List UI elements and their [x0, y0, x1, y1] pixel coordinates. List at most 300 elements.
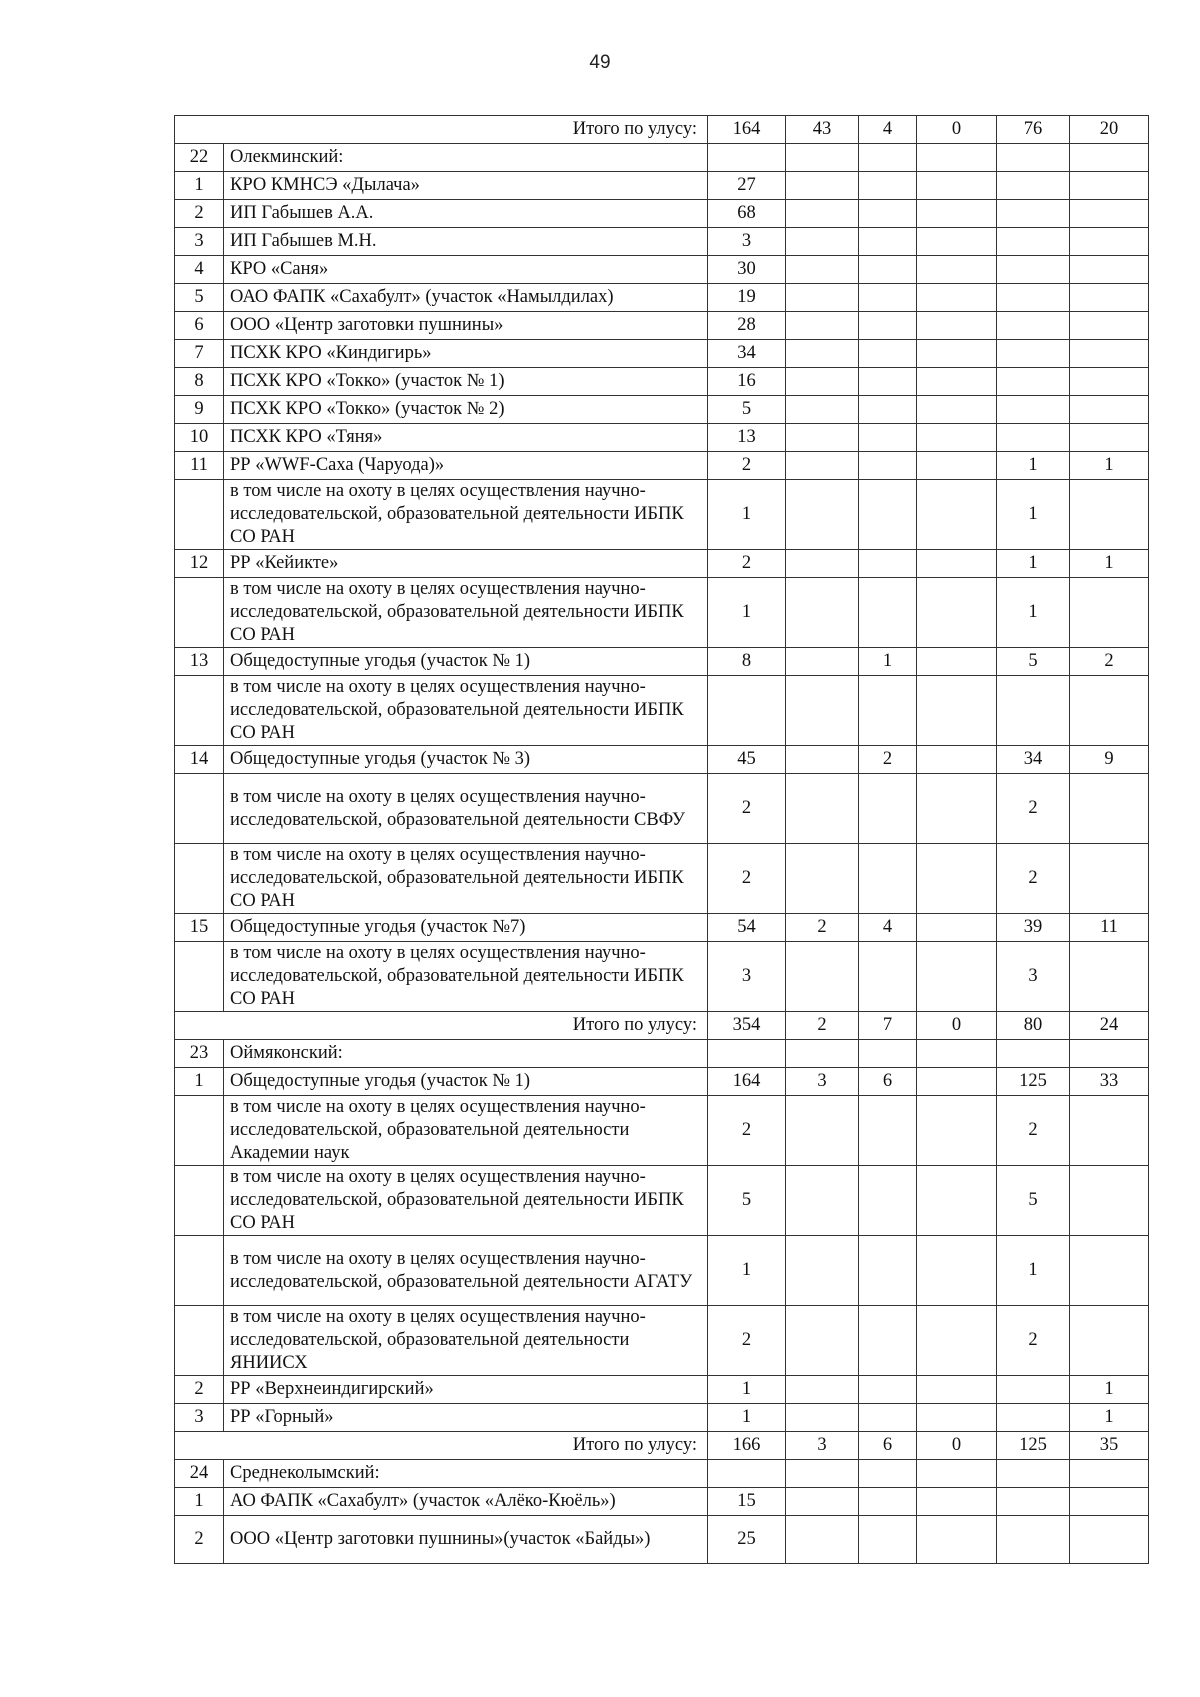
- value-cell-col3: 4: [859, 116, 917, 144]
- value-cell-col2: [786, 550, 859, 578]
- entity-name: ИП Габышев А.А.: [224, 200, 708, 228]
- entity-name: в том числе на охоту в целях осуществления научно-исследовательской, образовательной деятельности ИБПК СО РАН: [224, 942, 708, 1012]
- value-cell-col4: [917, 284, 997, 312]
- value-cell-col4: [917, 844, 997, 914]
- total-row: [175, 1432, 1149, 1460]
- value-cell-col2: [786, 1404, 859, 1432]
- value-cell-col4: [917, 746, 997, 774]
- entity-name: в том числе на охоту в целях осуществления научно-исследовательской, образовательной деятельности ИБПК СО РАН: [224, 578, 708, 648]
- row-number: 1: [175, 1488, 224, 1516]
- value-cell-col6: 24: [1070, 1012, 1149, 1040]
- value-cell-col3: [859, 228, 917, 256]
- value-cell-col2: [786, 480, 859, 550]
- entity-name: Общедоступные угодья (участок № 3): [224, 746, 708, 774]
- value-cell-col4: [917, 774, 997, 844]
- value-cell-col4: [917, 578, 997, 648]
- value-cell-col3: [859, 312, 917, 340]
- value-cell-col1: 1: [708, 480, 786, 550]
- row-number: [175, 1306, 224, 1376]
- district-header-row: [175, 1040, 1149, 1068]
- district-header-row: [175, 144, 1149, 172]
- value-cell-col6: [1070, 1516, 1149, 1564]
- entity-name: Общедоступные угодья (участок № 1): [224, 1068, 708, 1096]
- row-number: [175, 942, 224, 1012]
- value-cell-col4: [917, 172, 997, 200]
- district-name: Оймяконский:: [224, 1040, 708, 1068]
- value-cell-col6: 1: [1070, 1376, 1149, 1404]
- value-cell-col2: [786, 942, 859, 1012]
- entity-name: в том числе на охоту в целях осуществления научно-исследовательской, образовательной деятельности ИБПК СО РАН: [224, 676, 708, 746]
- table-row: [175, 1096, 1149, 1166]
- value-cell-col5: [997, 144, 1070, 172]
- entity-name: в том числе на охоту в целях осуществления научно-исследовательской, образовательной деятельности СВФУ: [224, 774, 708, 844]
- table-body: [175, 116, 1149, 1564]
- value-cell-col2: 43: [786, 116, 859, 144]
- value-cell-col3: [859, 844, 917, 914]
- value-cell-col2: [786, 746, 859, 774]
- value-cell-col4: [917, 914, 997, 942]
- value-cell-col2: [786, 1040, 859, 1068]
- value-cell-col5: 2: [997, 844, 1070, 914]
- value-cell-col6: [1070, 172, 1149, 200]
- value-cell-col5: 1: [997, 578, 1070, 648]
- row-number: 15: [175, 914, 224, 942]
- row-number: 5: [175, 284, 224, 312]
- value-cell-col2: 2: [786, 914, 859, 942]
- table-row: [175, 844, 1149, 914]
- value-cell-col5: 34: [997, 746, 1070, 774]
- value-cell-col3: [859, 578, 917, 648]
- row-number: [175, 1236, 224, 1306]
- value-cell-col2: [786, 1306, 859, 1376]
- value-cell-col5: 2: [997, 1306, 1070, 1376]
- value-cell-col2: [786, 144, 859, 172]
- value-cell-col3: [859, 1306, 917, 1376]
- entity-name: ПСХК КРО «Тяня»: [224, 424, 708, 452]
- row-number: [175, 774, 224, 844]
- value-cell-col2: [786, 1460, 859, 1488]
- value-cell-col4: [917, 1460, 997, 1488]
- value-cell-col3: [859, 1040, 917, 1068]
- value-cell-col6: 1: [1070, 452, 1149, 480]
- value-cell-col1: 34: [708, 340, 786, 368]
- value-cell-col4: 0: [917, 1012, 997, 1040]
- total-label: Итого по улусу:: [175, 1432, 708, 1460]
- table-row: [175, 340, 1149, 368]
- value-cell-col6: [1070, 424, 1149, 452]
- value-cell-col5: 1: [997, 1236, 1070, 1306]
- value-cell-col6: [1070, 578, 1149, 648]
- value-cell-col3: 4: [859, 914, 917, 942]
- value-cell-col4: [917, 424, 997, 452]
- value-cell-col4: [917, 1068, 997, 1096]
- value-cell-col3: 6: [859, 1068, 917, 1096]
- value-cell-col6: [1070, 1096, 1149, 1166]
- table-row: [175, 256, 1149, 284]
- value-cell-col4: [917, 452, 997, 480]
- table-row: [175, 942, 1149, 1012]
- row-number: [175, 578, 224, 648]
- entity-name: РР «WWF-Саха (Чаруода)»: [224, 452, 708, 480]
- value-cell-col6: 33: [1070, 1068, 1149, 1096]
- value-cell-col1: 45: [708, 746, 786, 774]
- value-cell-col4: [917, 480, 997, 550]
- value-cell-col6: [1070, 1306, 1149, 1376]
- value-cell-col5: [997, 200, 1070, 228]
- value-cell-col1: 1: [708, 1236, 786, 1306]
- value-cell-col4: [917, 144, 997, 172]
- value-cell-col1: 54: [708, 914, 786, 942]
- value-cell-col5: 80: [997, 1012, 1070, 1040]
- value-cell-col5: 76: [997, 116, 1070, 144]
- value-cell-col6: [1070, 256, 1149, 284]
- value-cell-col1: 2: [708, 550, 786, 578]
- value-cell-col6: [1070, 312, 1149, 340]
- row-number: 1: [175, 172, 224, 200]
- table-row: [175, 1376, 1149, 1404]
- value-cell-col1: 354: [708, 1012, 786, 1040]
- row-number: 23: [175, 1040, 224, 1068]
- value-cell-col1: [708, 1040, 786, 1068]
- table-row: [175, 1404, 1149, 1432]
- value-cell-col2: [786, 1488, 859, 1516]
- value-cell-col3: [859, 256, 917, 284]
- value-cell-col1: 2: [708, 452, 786, 480]
- value-cell-col2: [786, 1236, 859, 1306]
- value-cell-col4: [917, 1236, 997, 1306]
- row-number: [175, 1166, 224, 1236]
- row-number: 3: [175, 1404, 224, 1432]
- table-row: [175, 746, 1149, 774]
- value-cell-col3: [859, 1516, 917, 1564]
- value-cell-col3: [859, 284, 917, 312]
- table-row: [175, 480, 1149, 550]
- value-cell-col6: [1070, 1040, 1149, 1068]
- value-cell-col1: 30: [708, 256, 786, 284]
- value-cell-col4: [917, 1166, 997, 1236]
- page-number: 49: [589, 52, 611, 73]
- value-cell-col6: [1070, 200, 1149, 228]
- value-cell-col4: 0: [917, 1432, 997, 1460]
- entity-name: ИП Габышев М.Н.: [224, 228, 708, 256]
- value-cell-col3: [859, 550, 917, 578]
- value-cell-col5: [997, 676, 1070, 746]
- entity-name: Общедоступные угодья (участок № 1): [224, 648, 708, 676]
- value-cell-col6: [1070, 1236, 1149, 1306]
- entity-name: ОАО ФАПК «Сахабулт» (участок «Намылдилах): [224, 284, 708, 312]
- value-cell-col5: [997, 284, 1070, 312]
- table-row: [175, 1236, 1149, 1306]
- entity-name: РР «Кейикте»: [224, 550, 708, 578]
- table-row: [175, 1516, 1149, 1564]
- table-row: [175, 1306, 1149, 1376]
- row-number: 24: [175, 1460, 224, 1488]
- value-cell-col4: [917, 312, 997, 340]
- entity-name: в том числе на охоту в целях осуществления научно-исследовательской, образовательной деятельности ЯНИИСХ: [224, 1306, 708, 1376]
- row-number: 10: [175, 424, 224, 452]
- row-number: 2: [175, 1376, 224, 1404]
- value-cell-col3: [859, 1236, 917, 1306]
- value-cell-col1: 16: [708, 368, 786, 396]
- row-number: 8: [175, 368, 224, 396]
- entity-name: в том числе на охоту в целях осуществления научно-исследовательской, образовательной деятельности ИБПК СО РАН: [224, 1166, 708, 1236]
- value-cell-col3: [859, 452, 917, 480]
- district-name: Олекминский:: [224, 144, 708, 172]
- district-name: Среднеколымский:: [224, 1460, 708, 1488]
- value-cell-col5: 1: [997, 550, 1070, 578]
- value-cell-col5: [997, 1040, 1070, 1068]
- value-cell-col4: [917, 228, 997, 256]
- value-cell-col4: [917, 1306, 997, 1376]
- value-cell-col3: [859, 942, 917, 1012]
- value-cell-col3: [859, 676, 917, 746]
- value-cell-col6: 1: [1070, 1404, 1149, 1432]
- table-row: [175, 172, 1149, 200]
- value-cell-col6: 20: [1070, 116, 1149, 144]
- value-cell-col2: [786, 424, 859, 452]
- table-row: [175, 228, 1149, 256]
- table-row: [175, 396, 1149, 424]
- value-cell-col4: 0: [917, 116, 997, 144]
- value-cell-col3: [859, 1404, 917, 1432]
- value-cell-col6: [1070, 480, 1149, 550]
- value-cell-col5: [997, 340, 1070, 368]
- value-cell-col4: [917, 1404, 997, 1432]
- table-row: [175, 452, 1149, 480]
- value-cell-col1: 27: [708, 172, 786, 200]
- value-cell-col2: [786, 1516, 859, 1564]
- entity-name: ПСХК КРО «Киндигирь»: [224, 340, 708, 368]
- row-number: 4: [175, 256, 224, 284]
- value-cell-col3: [859, 368, 917, 396]
- value-cell-col4: [917, 340, 997, 368]
- value-cell-col2: [786, 340, 859, 368]
- value-cell-col2: [786, 312, 859, 340]
- value-cell-col1: 5: [708, 396, 786, 424]
- value-cell-col3: [859, 396, 917, 424]
- value-cell-col1: 1: [708, 1376, 786, 1404]
- entity-name: РР «Горный»: [224, 1404, 708, 1432]
- value-cell-col2: [786, 284, 859, 312]
- table-row: [175, 1068, 1149, 1096]
- entity-name: ООО «Центр заготовки пушнины»: [224, 312, 708, 340]
- value-cell-col4: [917, 396, 997, 424]
- value-cell-col1: 2: [708, 1306, 786, 1376]
- value-cell-col1: 2: [708, 774, 786, 844]
- total-row: [175, 116, 1149, 144]
- row-number: 11: [175, 452, 224, 480]
- value-cell-col2: [786, 172, 859, 200]
- row-number: [175, 676, 224, 746]
- value-cell-col2: [786, 452, 859, 480]
- row-number: 13: [175, 648, 224, 676]
- value-cell-col5: 125: [997, 1068, 1070, 1096]
- row-number: 9: [175, 396, 224, 424]
- value-cell-col1: 19: [708, 284, 786, 312]
- value-cell-col1: 25: [708, 1516, 786, 1564]
- table-row: [175, 312, 1149, 340]
- row-number: 2: [175, 1516, 224, 1564]
- table-row: [175, 1488, 1149, 1516]
- entity-name: АО ФАПК «Сахабулт» (участок «Алёко-Кюёль»): [224, 1488, 708, 1516]
- value-cell-col6: [1070, 844, 1149, 914]
- value-cell-col3: [859, 1460, 917, 1488]
- value-cell-col1: 1: [708, 1404, 786, 1432]
- value-cell-col5: 5: [997, 648, 1070, 676]
- table-row: [175, 368, 1149, 396]
- value-cell-col2: 2: [786, 1012, 859, 1040]
- value-cell-col6: [1070, 368, 1149, 396]
- value-cell-col2: [786, 578, 859, 648]
- table-row: [175, 1166, 1149, 1236]
- value-cell-col4: [917, 256, 997, 284]
- value-cell-col1: [708, 676, 786, 746]
- table-row: [175, 284, 1149, 312]
- entity-name: в том числе на охоту в целях осуществления научно-исследовательской, образовательной деятельности ИБПК СО РАН: [224, 844, 708, 914]
- value-cell-col6: 2: [1070, 648, 1149, 676]
- value-cell-col5: [997, 172, 1070, 200]
- value-cell-col1: 15: [708, 1488, 786, 1516]
- value-cell-col6: [1070, 942, 1149, 1012]
- value-cell-col5: 3: [997, 942, 1070, 1012]
- value-cell-col6: [1070, 774, 1149, 844]
- value-cell-col6: [1070, 396, 1149, 424]
- value-cell-col1: 1: [708, 578, 786, 648]
- value-cell-col4: [917, 368, 997, 396]
- value-cell-col3: 2: [859, 746, 917, 774]
- value-cell-col5: [997, 228, 1070, 256]
- value-cell-col1: 28: [708, 312, 786, 340]
- table-row: [175, 774, 1149, 844]
- value-cell-col6: [1070, 340, 1149, 368]
- value-cell-col2: 3: [786, 1432, 859, 1460]
- value-cell-col4: [917, 1040, 997, 1068]
- table-row: [175, 578, 1149, 648]
- value-cell-col3: [859, 1376, 917, 1404]
- total-label: Итого по улусу:: [175, 1012, 708, 1040]
- value-cell-col2: [786, 844, 859, 914]
- district-header-row: [175, 1460, 1149, 1488]
- value-cell-col1: 166: [708, 1432, 786, 1460]
- entity-name: КРО «Саня»: [224, 256, 708, 284]
- value-cell-col2: [786, 1166, 859, 1236]
- value-cell-col5: [997, 312, 1070, 340]
- row-number: 1: [175, 1068, 224, 1096]
- entity-name: Общедоступные угодья (участок №7): [224, 914, 708, 942]
- table-row: [175, 200, 1149, 228]
- entity-name: ООО «Центр заготовки пушнины»(участок «Байды»): [224, 1516, 708, 1564]
- value-cell-col6: [1070, 676, 1149, 746]
- value-cell-col1: 2: [708, 1096, 786, 1166]
- table-row: [175, 550, 1149, 578]
- value-cell-col2: [786, 1096, 859, 1166]
- row-number: 3: [175, 228, 224, 256]
- value-cell-col5: 2: [997, 1096, 1070, 1166]
- value-cell-col3: [859, 172, 917, 200]
- value-cell-col5: [997, 1460, 1070, 1488]
- row-number: 6: [175, 312, 224, 340]
- row-number: [175, 844, 224, 914]
- entity-name: ПСХК КРО «Токко» (участок № 1): [224, 368, 708, 396]
- value-cell-col3: [859, 774, 917, 844]
- value-cell-col3: [859, 1096, 917, 1166]
- value-cell-col6: [1070, 1166, 1149, 1236]
- value-cell-col5: 39: [997, 914, 1070, 942]
- value-cell-col5: [997, 368, 1070, 396]
- entity-name: в том числе на охоту в целях осуществления научно-исследовательской, образовательной деятельности Академии наук: [224, 1096, 708, 1166]
- value-cell-col4: [917, 942, 997, 1012]
- value-cell-col5: [997, 256, 1070, 284]
- value-cell-col3: [859, 424, 917, 452]
- value-cell-col3: 1: [859, 648, 917, 676]
- value-cell-col5: [997, 1488, 1070, 1516]
- entity-name: в том числе на охоту в целях осуществления научно-исследовательской, образовательной деятельности ИБПК СО РАН: [224, 480, 708, 550]
- value-cell-col1: 68: [708, 200, 786, 228]
- value-cell-col2: [786, 368, 859, 396]
- value-cell-col4: [917, 550, 997, 578]
- value-cell-col1: 13: [708, 424, 786, 452]
- value-cell-col6: 35: [1070, 1432, 1149, 1460]
- entity-name: ПСХК КРО «Токко» (участок № 2): [224, 396, 708, 424]
- value-cell-col1: 2: [708, 844, 786, 914]
- value-cell-col2: 3: [786, 1068, 859, 1096]
- value-cell-col6: [1070, 1488, 1149, 1516]
- value-cell-col2: [786, 1376, 859, 1404]
- value-cell-col6: 1: [1070, 550, 1149, 578]
- value-cell-col1: 164: [708, 116, 786, 144]
- table-row: [175, 676, 1149, 746]
- row-number: [175, 1096, 224, 1166]
- value-cell-col5: 1: [997, 480, 1070, 550]
- value-cell-col6: [1070, 284, 1149, 312]
- row-number: 7: [175, 340, 224, 368]
- value-cell-col4: [917, 200, 997, 228]
- value-cell-col4: [917, 1516, 997, 1564]
- value-cell-col2: [786, 774, 859, 844]
- value-cell-col2: [786, 200, 859, 228]
- value-cell-col1: 8: [708, 648, 786, 676]
- value-cell-col6: 11: [1070, 914, 1149, 942]
- value-cell-col1: 3: [708, 942, 786, 1012]
- value-cell-col6: [1070, 1460, 1149, 1488]
- value-cell-col2: [786, 396, 859, 424]
- value-cell-col5: 1: [997, 452, 1070, 480]
- value-cell-col2: [786, 648, 859, 676]
- value-cell-col3: [859, 340, 917, 368]
- entity-name: РР «Верхнеиндигирский»: [224, 1376, 708, 1404]
- value-cell-col5: 5: [997, 1166, 1070, 1236]
- value-cell-col4: [917, 1488, 997, 1516]
- value-cell-col3: [859, 480, 917, 550]
- table-row: [175, 648, 1149, 676]
- value-cell-col1: 5: [708, 1166, 786, 1236]
- value-cell-col4: [917, 648, 997, 676]
- table-row: [175, 914, 1149, 942]
- total-row: [175, 1012, 1149, 1040]
- entity-name: в том числе на охоту в целях осуществления научно-исследовательской, образовательной деятельности АГАТУ: [224, 1236, 708, 1306]
- value-cell-col3: 6: [859, 1432, 917, 1460]
- value-cell-col1: 3: [708, 228, 786, 256]
- value-cell-col5: [997, 1516, 1070, 1564]
- value-cell-col5: [997, 1376, 1070, 1404]
- value-cell-col5: 2: [997, 774, 1070, 844]
- row-number: [175, 480, 224, 550]
- entity-name: КРО КМНСЭ «Дылача»: [224, 172, 708, 200]
- hunting-quota-table: [174, 115, 1149, 1564]
- table-row: [175, 424, 1149, 452]
- value-cell-col2: [786, 676, 859, 746]
- value-cell-col3: [859, 1488, 917, 1516]
